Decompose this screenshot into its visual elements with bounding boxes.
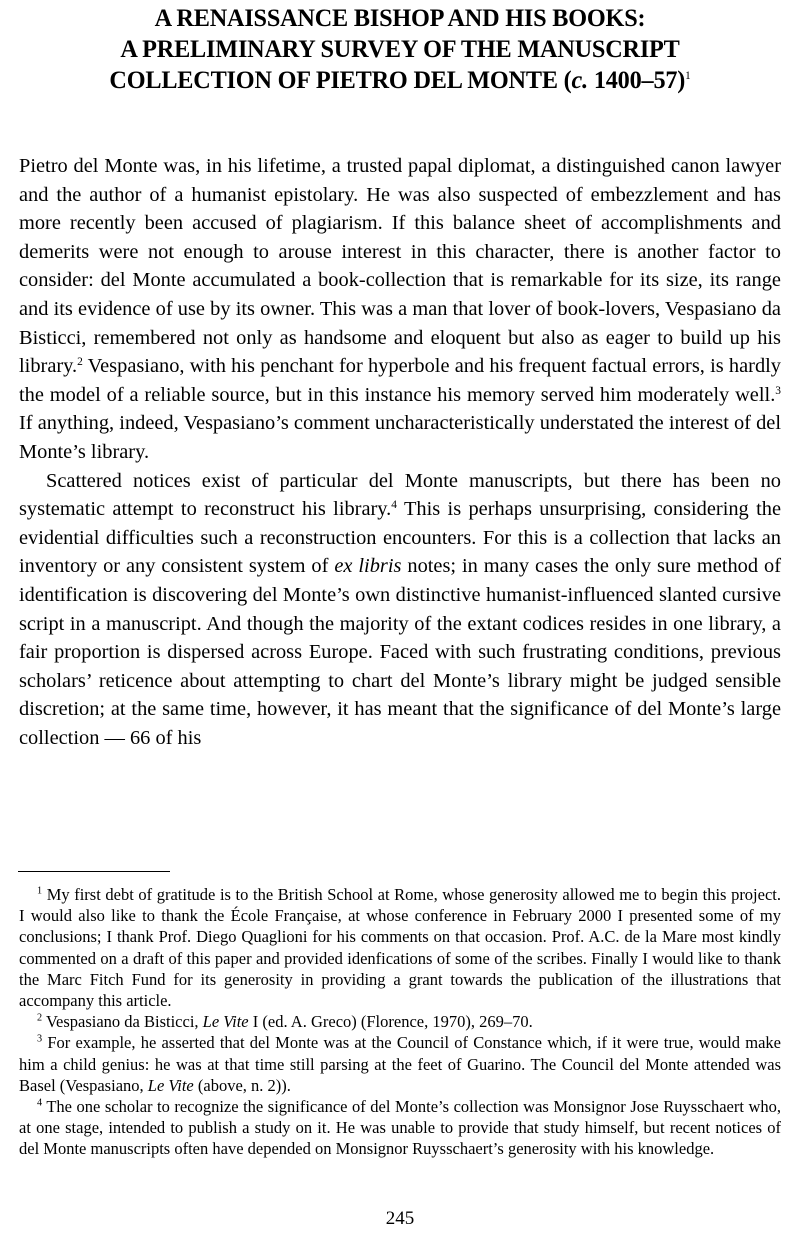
italic-text: ex libris bbox=[334, 555, 402, 578]
title-line-3-tail: 1400–57) bbox=[587, 65, 686, 94]
body-text bbox=[19, 152, 781, 752]
footnote-reference-3[interactable]: 3 bbox=[775, 384, 781, 397]
body-paragraph-1: Pietro del Monte was, in his lifetime, a trusted papal diplomat, a distinguished canon lawyer and the author of a humanist epistolary. He was also suspected of embezzlement and has more recently been accused of plagiarism. If this balance sheet of accomplishments and demerits were not enough to arouse interest in this character, there is another factor to consider: del Monte accumulated a book-collection that is remarkable for its size, its range and its evidence of use by its owner. This was a man that lover of book-lovers, Vespasiano da Bisticci, remembered not only as handsome and eloquent but also as eager to build up his library.$^2$ Vespasiano, with his penchant for hyperbole and his frequent factual errors, is hardly the model of a reliable source, but in this instance his memory served him moderately well.$^3$ If anything, indeed, Vespasiano’s comment uncharacteristically understated the interest of del Monte’s library. bbox=[19, 155, 781, 463]
italic-text: Le Vite bbox=[202, 1012, 249, 1032]
footnote-reference-4[interactable]: 4 bbox=[391, 499, 397, 512]
title-footnote-marker[interactable]: 1 bbox=[685, 68, 691, 82]
title-line-1: A RENAISSANCE BISHOP AND HIS BOOKS: bbox=[154, 3, 646, 32]
footnote-section bbox=[19, 884, 781, 1160]
italic-text: Le Vite bbox=[147, 1075, 194, 1095]
title-line-2: A PRELIMINARY SURVEY OF THE MANUSCRIPT bbox=[120, 34, 680, 63]
title-circa-italic: c. bbox=[571, 65, 588, 94]
footnote-marker-1: 1 bbox=[37, 885, 43, 897]
footnote-1: $^1$ My first debt of gratitude is to the British School at Rome, whose generosity allowed me to begin this project. I would also like to thank the École Française, at whose conference in February 2000 I presented some of my conclusions; I thank Prof. Diego Quaglioni for his comments on that occasion. Prof. A.C. de la Mare most kindly commented on a draft of this paper and provided idenfications of some of the scribes. Finally I would like to thank the Marc Fitch Fund for its generosity in providing a grant towards the publication of the illustrations that accompany this article. bbox=[19, 885, 781, 1011]
title-line-3-head: COLLECTION OF PIETRO DEL MONTE ( bbox=[109, 65, 572, 94]
footnote-reference-2[interactable]: 2 bbox=[77, 356, 83, 369]
title-line-3 bbox=[37, 64, 763, 95]
footnote-separator-rule bbox=[18, 871, 170, 872]
footnote-marker-4: 4 bbox=[37, 1097, 43, 1109]
footnote-4: $^4$ The one scholar to recognize the significance of del Monte’s collection was Monsignor Jose Ruysschaert who, at one stage, intended to publish a study on it. He was unable to provide that study himself, but recent notices of del Monte manuscripts often have depended on Monsignor Ruysschaert’s generosity with his knowledge. bbox=[19, 1097, 781, 1159]
footnote-marker-2: 2 bbox=[37, 1012, 43, 1024]
page-number: 245 bbox=[385, 1208, 415, 1229]
footnote-2: $^2$ Vespasiano da Bisticci, Le Vite I (ed. A. Greco) (Florence, 1970), 269–70. bbox=[37, 1012, 533, 1032]
footnote-marker-3: 3 bbox=[37, 1034, 43, 1046]
page-title bbox=[18, 2, 782, 95]
footnote-3: $^3$ For example, he asserted that del Monte was at the Council of Constance which, if it were true, would make him a child genius: he was at that time still parsing at the feet of Guarino. The Council del Monte attended was Basel (Vespasiano, Le Vite (above, n. 2)). bbox=[19, 1033, 781, 1095]
body-paragraph-2: Scattered notices exist of particular del Monte manuscripts, but there has been no systematic attempt to reconstruct his library.$^4$ This is perhaps unsurprising, considering the evidential difficulties such a reconstruction encounters. For this is a collection that lacks an inventory or any consistent system of ex libris notes; in many cases the only sure method of identification is discovering del Monte’s own distinctive humanist-influenced slanted cursive script in a manuscript. And though the majority of the extant codices resides in one library, a fair proportion is dispersed across Europe. Faced with such frustrating conditions, previous scholars’ reticence about attempting to chart del Monte’s library might be judged sensible discretion; at the same time, however, it has meant that the significance of del Monte’s large collection — 66 of his bbox=[19, 469, 782, 749]
